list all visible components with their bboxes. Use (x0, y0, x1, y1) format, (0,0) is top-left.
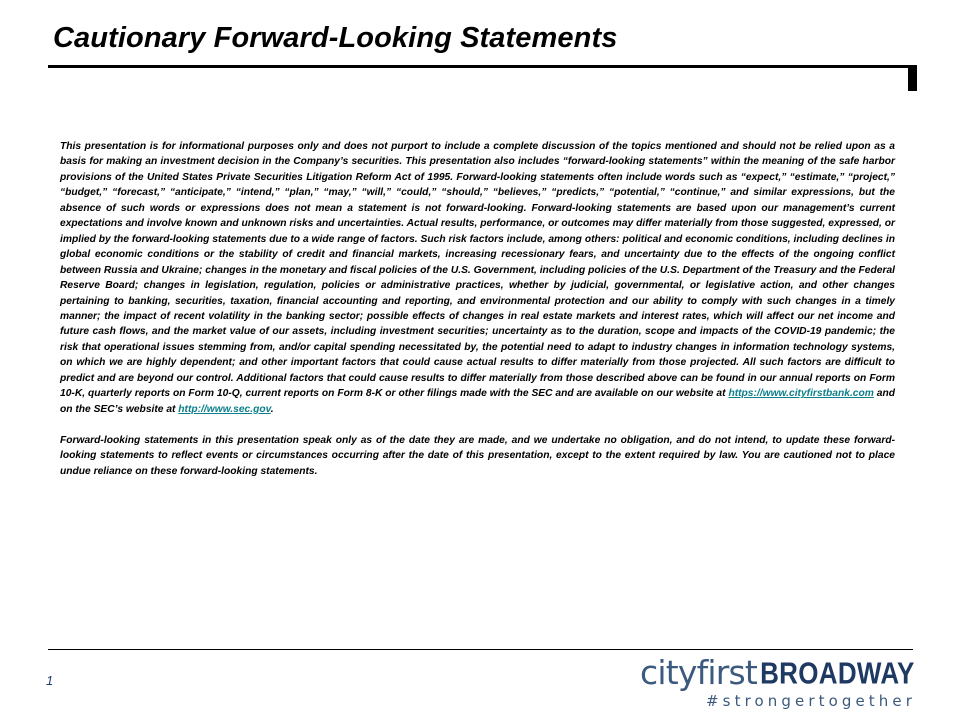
page-number: 1 (46, 673, 54, 688)
paragraph-1-end-text: . (270, 403, 274, 415)
slide-title: Cautionary Forward-Looking Statements (53, 22, 618, 54)
footer-divider (48, 649, 913, 650)
logo-broadway-text: BROADWAY (760, 654, 915, 691)
disclaimer-body (60, 139, 895, 479)
logo-wordmark (640, 653, 915, 692)
paragraph-1-text: This presentation is for informational purposes only and does not purport to include a complete discussion of the topics mentioned and should not be relied upon as a basis for making an investment decision in the Company’s securities. This presentation also includes “forward-looking statements” within the meaning of the safe harbor provisions of the United States Private Securities Litigation Reform Act of 1995. Forward-looking statements often include words such as “expect,” “estimate,” “project,” “budget,” “forecast,” “anticipate,” “intend,” “plan,” “may,” “will,” “could,” “should,” “believes,” “predicts,” “potential,” “continue,” and similar expressions, but the absence of such words or expressions does not mean a statement is not forward-looking. Forward-looking statements are based upon our management’s current expectations and involve known and unknown risks and uncertainties. Actual results, performance, or outcomes may differ materially from those suggested, expressed, or implied by the forward-looking statements due to a wide range of factors. Such risk factors include, among others: political and economic conditions, including declines in global economic conditions or the stability of credit and financial markets, increasing recessionary fears, and uncertainty due to the effects of the ongoing conflict between Russia and Ukraine; changes in the monetary and fiscal policies of the U.S. Government, including policies of the U.S. Department of the Treasury and the Federal Reserve Board; changes in legislation, regulation, policies or administrative practices, whether by judicial, governmental, or legislative action, and other changes pertaining to banking, securities, taxation, financial accounting and reporting, and environmental protection and our ability to comply with such changes in a timely manner; the impact of recent volatility in the banking sector; possible effects of changes in real estate markets and interest rates, which will affect our net income and future cash flows, and the market value of our assets, including investment securities; uncertainty as to the duration, scope and impacts of the COVID-19 pandemic; the risk that operational issues stemming from, and/or capital spending necessitated by, the potential need to adapt to industry changes in information technology systems, on which we are highly dependent; and other important factors that could cause actual results to differ materially from those projected. All such factors are difficult to predict and are beyond our control. Additional factors that could cause results to differ materially from those described above can be found in our annual reports on Form 10-K, quarterly reports on Form 10-Q, current reports on Form 8-K or other filings made with the SEC and are available on our website at (60, 141, 895, 400)
disclaimer-paragraph-2: Forward-looking statements in this presentation speak only as of the date they are made, and we undertake no obligation, and do not intend, to update these forward-looking statements to reflect events or circumstances occurring after the date of this presentation, except to the extent required by law. You are cautioned not to place undue reliance on these forward-looking statements. (60, 434, 895, 477)
cityfirstbank-link[interactable]: https://www.cityfirstbank.com (728, 388, 874, 400)
paragraph-1-middle-text: and on the SEC’s website at (60, 388, 896, 415)
cityfirst-broadway-logo (640, 653, 916, 712)
sec-gov-link[interactable]: http://www.sec.gov (178, 403, 271, 415)
title-underline (48, 65, 916, 68)
disclaimer-paragraph-1 (60, 139, 895, 417)
title-accent-bar (908, 65, 917, 91)
logo-cityfirst-text: cityfirst (640, 653, 758, 692)
logo-tagline: #strongertogether (706, 692, 916, 710)
